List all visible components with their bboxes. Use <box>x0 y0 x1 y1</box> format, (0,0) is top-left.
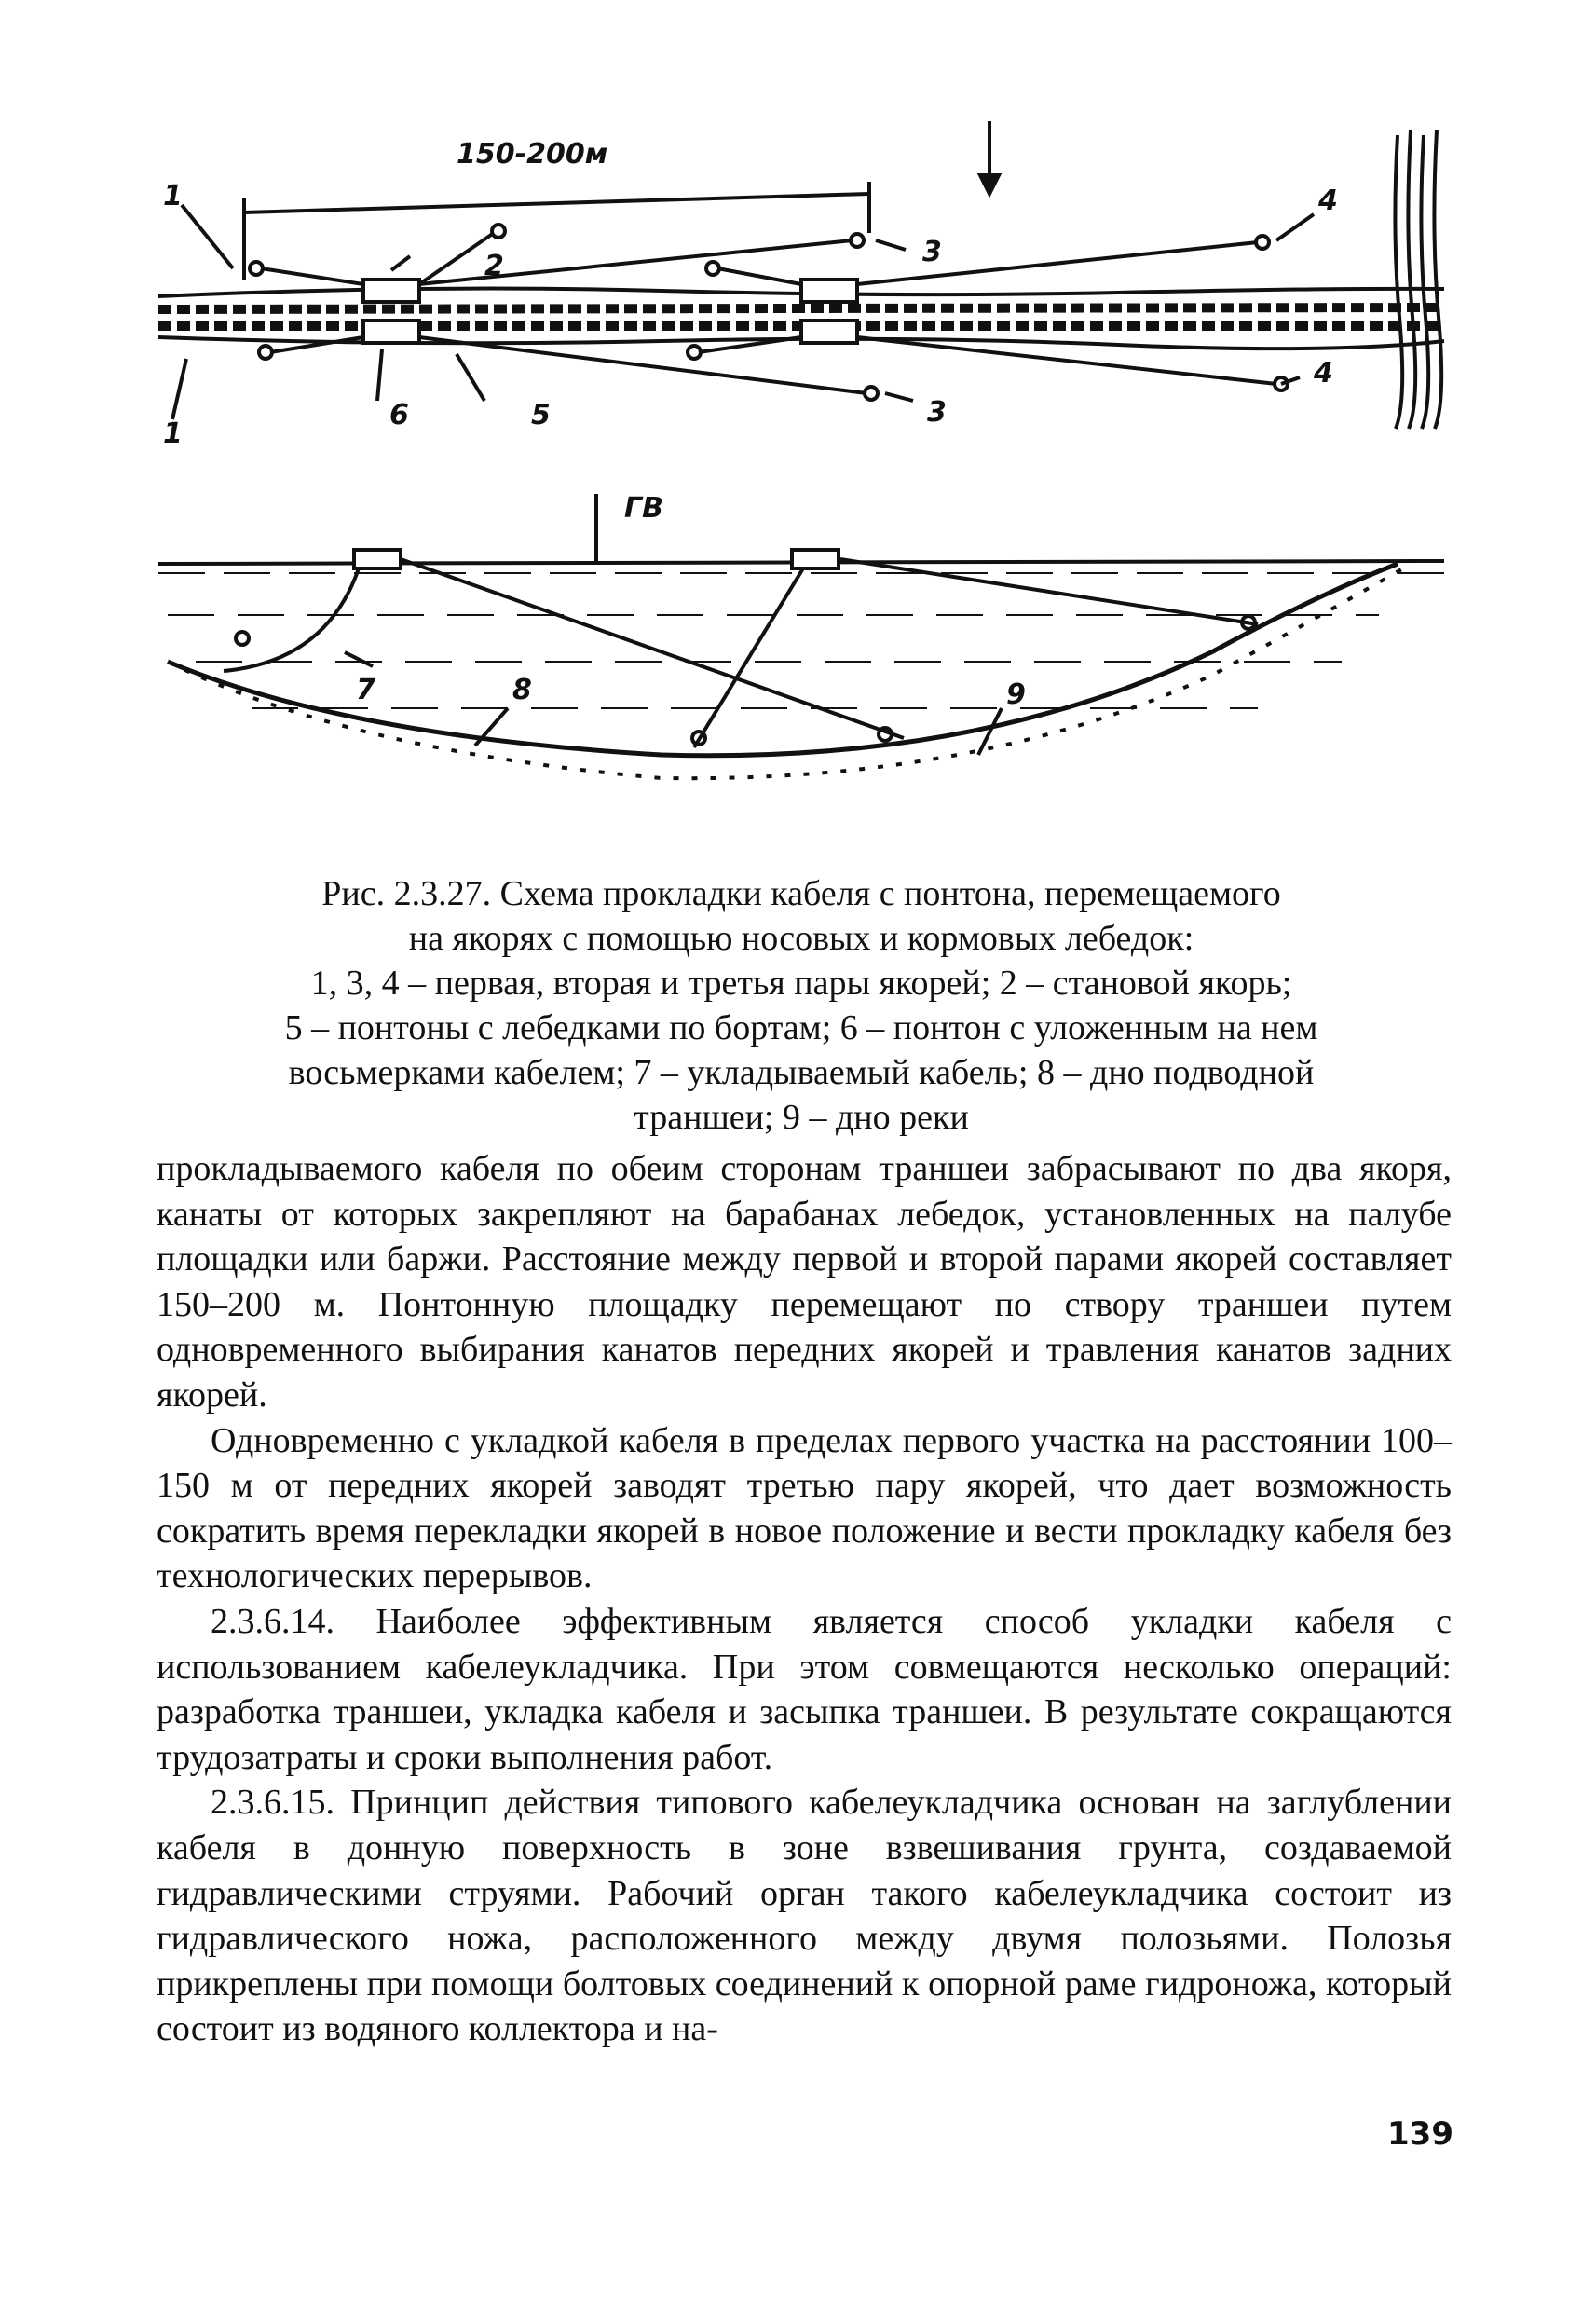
callout-1-top: 1 <box>163 180 183 212</box>
pontoon-right-top <box>801 280 857 302</box>
paragraph: Одновременно с укладкой кабеля в пределах первого участка на расстоянии 100–150 м от передних якорей заводят третью пару якорей, что дает возможность сократить время перекладки якорей в новое положение и вести прокладку кабеля без технологических перерывов. <box>157 1420 1452 1596</box>
callout-3-bottom: 3 <box>927 396 947 429</box>
cable-laying-diagram <box>140 93 1463 867</box>
paragraph: 2.3.6.15. Принцип действия типового кабелеукладчика основан на заглублении кабеля в донную поверхность в зоне взвешивания грунта, создаваемой гидравлическими струями. Рабочий орган такого кабелеукладчика состоит из гидравлического ножа, расположенного между двумя полозьями. Полозья прикреплены при помощи болтовых соединений к опорной раме гидроножа, который состоит из водяного коллектора и на- <box>157 1783 1452 2049</box>
pontoon-left-top <box>363 280 419 302</box>
callout-1-bottom: 1 <box>163 417 183 450</box>
caption-line: 1, 3, 4 – первая, вторая и третья пары якорей; 2 – становой якорь; <box>310 964 1292 1003</box>
body-text <box>157 1146 1452 2052</box>
trench-hatched-band-1 <box>158 308 1444 309</box>
callout-3-top: 3 <box>922 236 942 268</box>
laid-cable <box>224 568 359 671</box>
callout-6: 6 <box>389 399 409 431</box>
callout-8: 8 <box>512 674 532 706</box>
pontoon-left-bottom <box>363 321 419 343</box>
caption-line: на якорях с помощью носовых и кормовых лебедок: <box>408 919 1194 958</box>
paragraph: прокладываемого кабеля по обеим сторонам траншеи забрасывают по два якоря, канаты от которых закрепляют на барабанах лебедок, установленных на палубе площадки или баржи. Расстояние между первой и второй парами якорей составляет 150–200 м. Понтонную площадку перемещают по створу траншеи путем одновременного выбирания канатов передних якорей и травления канатов задних якорей. <box>157 1149 1452 1415</box>
callout-2: 2 <box>484 250 504 282</box>
figure <box>140 93 1463 867</box>
callout-4-bottom: 4 <box>1314 357 1333 390</box>
caption-line: Рис. 2.3.27. Схема прокладки кабеля с понтона, перемещаемого <box>321 874 1281 913</box>
callout-9: 9 <box>1006 678 1026 711</box>
caption-line: 5 – понтоны с лебедками по бортам; 6 – понтон с уложенным на нем <box>284 1008 1318 1047</box>
caption-line: восьмерками кабелем; 7 – укладываемый кабель; 8 – дно подводной <box>288 1053 1315 1092</box>
dimension-label: 150-200м <box>457 138 608 171</box>
callout-7: 7 <box>356 674 375 706</box>
callout-5: 5 <box>531 399 551 431</box>
trench-bottom <box>168 564 1412 778</box>
page-number: 139 <box>1387 2115 1453 2153</box>
callout-4-top: 4 <box>1318 185 1338 217</box>
pontoon-right-bottom <box>801 321 857 343</box>
paragraph: 2.3.6.14. Наиболее эффективным является способ укладки кабеля с использованием кабелеукладчика. При этом совмещаются несколько операций: разработка траншеи, укладка кабеля и засыпка траншеи. В результате сокращаются трудозатраты и сроки выполнения работ. <box>157 1601 1452 1777</box>
figure-caption <box>140 871 1463 1140</box>
water-level-label: ГВ <box>624 492 663 525</box>
river-bottom <box>168 564 1398 756</box>
caption-line: траншеи; 9 – дно реки <box>634 1098 969 1137</box>
